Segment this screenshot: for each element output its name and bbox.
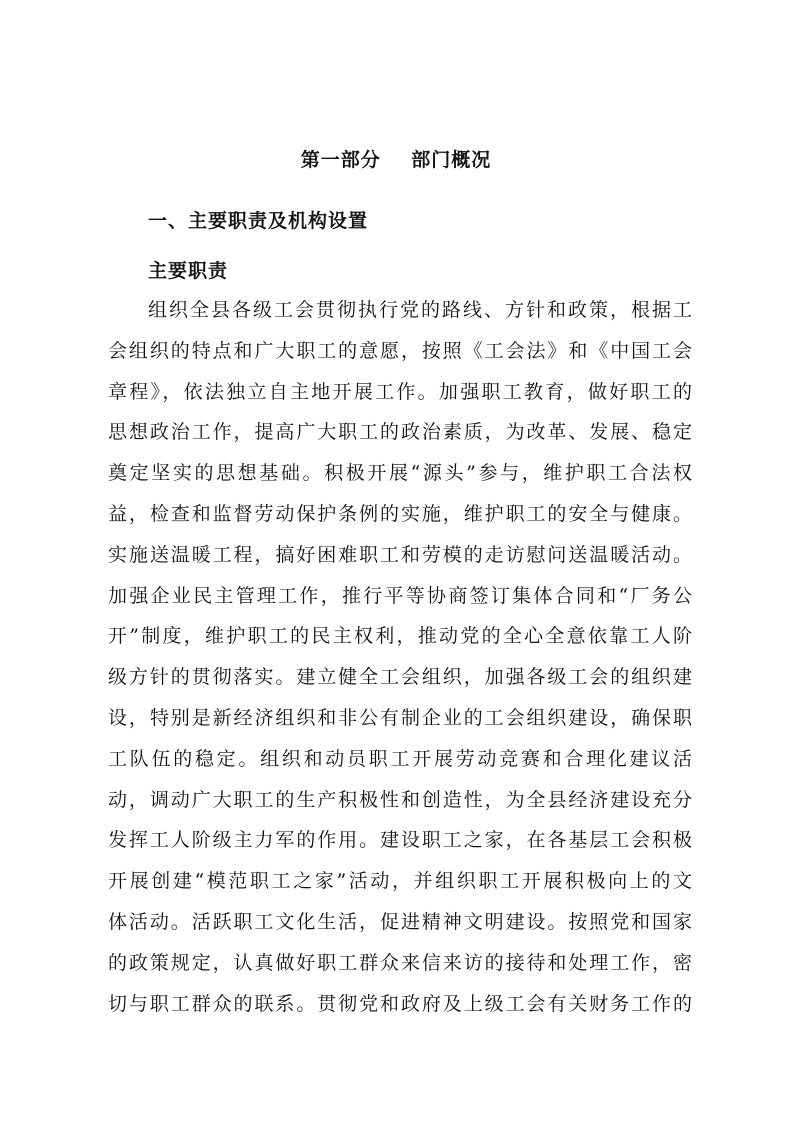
paragraph-line: 益，检查和监督劳动保护条例的实施，维护职工的安全与健康。	[108, 502, 692, 525]
paragraph-line: 奠定坚实的思想基础。积极开展“源头”参与，维护职工合法权	[108, 462, 692, 485]
paragraph-line: 发挥工人阶级主力军的作用。建设职工之家，在各基层工会积极	[108, 829, 692, 852]
sub-heading: 主要职责	[148, 260, 229, 282]
paragraph-line: 体活动。活跃职工文化生活，促进精神文明建设。按照党和国家	[108, 910, 692, 933]
paragraph-line: 工队伍的稳定。组织和动员职工开展劳动竞赛和合理化建议活	[108, 747, 692, 770]
section-heading: 一、主要职责及机构设置	[148, 210, 369, 232]
body-paragraph	[108, 290, 692, 1024]
paragraph-line: 级方针的贯彻落实。建立健全工会组织，加强各级工会的组织建	[108, 666, 692, 689]
paragraph-line: 的政策规定，认真做好职工群众来信来访的接待和处理工作，密	[108, 951, 692, 974]
paragraph-line: 开”制度，维护职工的民主权利，推动党的全心全意依靠工人阶	[108, 625, 692, 648]
paragraph-line: 动，调动广大职工的生产积极性和创造性，为全县经济建设充分	[108, 788, 692, 811]
paragraph-line: 会组织的特点和广大职工的意愿，按照《工会法》和《中国工会	[108, 339, 692, 362]
paragraph-line: 切与职工群众的联系。贯彻党和政府及上级工会有关财务工作的	[108, 992, 692, 1015]
part-title: 第一部分 部门概况	[300, 149, 492, 171]
paragraph-line: 设，特别是新经济组织和非公有制企业的工会组织建设，确保职	[108, 706, 692, 729]
paragraph-line: 思想政治工作，提高广大职工的政治素质，为改革、发展、稳定	[108, 421, 692, 444]
paragraph-line: 开展创建“模范职工之家”活动，并组织职工开展积极向上的文	[108, 870, 692, 893]
paragraph-line: 实施送温暖工程，搞好困难职工和劳模的走访慰问送温暖活动。	[108, 543, 692, 566]
paragraph-line: 加强企业民主管理工作，推行平等协商签订集体合同和“厂务公	[108, 584, 692, 607]
paragraph-line: 章程》，依法独立自主地开展工作。加强职工教育，做好职工的	[108, 380, 692, 403]
paragraph-line: 组织全县各级工会贯彻执行党的路线、方针和政策，根据工	[148, 299, 692, 321]
